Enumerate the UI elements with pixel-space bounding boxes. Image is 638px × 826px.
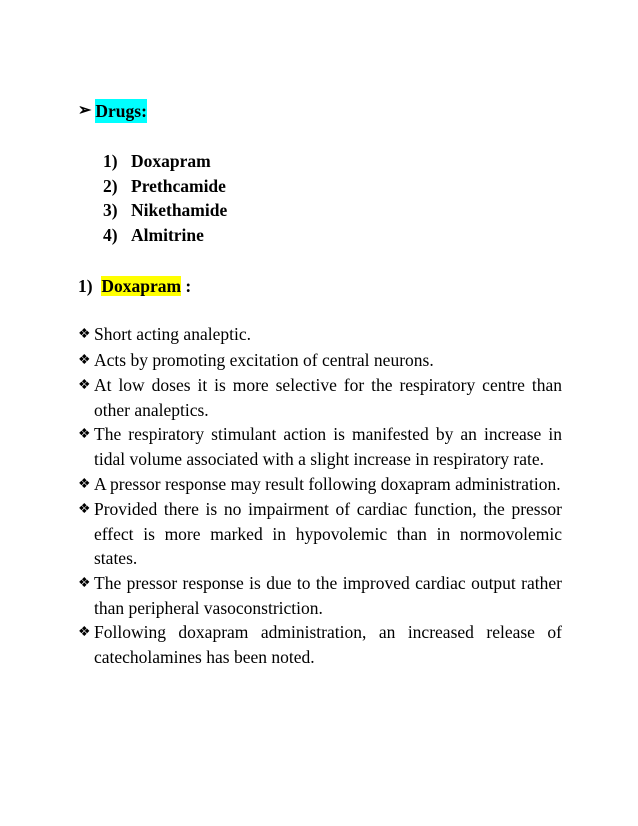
section-title: Doxapram [101, 276, 182, 296]
drugs-heading [78, 99, 147, 123]
list-item: ❖ The respiratory stimulant action is manifested by an increase in tidal volume associated with a slight increase in respiratory rate. [78, 422, 562, 471]
four-diamond-icon: ❖ [78, 625, 91, 641]
section-heading [78, 274, 191, 298]
list-item: ❖ A pressor response may result following doxapram administration. [78, 472, 562, 498]
bullet-list [78, 322, 562, 669]
drugs-heading-label: Drugs: [95, 101, 147, 121]
list-item: 1) Doxapram [103, 149, 227, 174]
list-item: 3) Nikethamide [103, 198, 227, 223]
drug-name: Nikethamide [131, 200, 228, 221]
list-item: ❖ Acts by promoting excitation of central neurons. [78, 348, 562, 374]
four-diamond-icon: ❖ [78, 502, 91, 518]
drug-name: Prethcamide [131, 175, 226, 196]
drug-name: Doxapram [131, 151, 211, 171]
four-diamond-icon: ❖ [78, 476, 91, 492]
four-diamond-icon: ❖ [78, 575, 91, 591]
four-diamond-icon: ❖ [78, 378, 91, 394]
section-number: 1) [78, 276, 93, 296]
list-item: ❖ Provided there is no impairment of cardiac function, the pressor effect is more marked in hypovolemic than in normovolemic states. [78, 497, 562, 571]
drug-name: Almitrine [131, 224, 204, 245]
section-suffix: : [181, 276, 192, 296]
four-diamond-icon: ❖ [78, 327, 91, 342]
list-item: ❖ Short acting analeptic. [78, 322, 562, 348]
list-item: 2) Prethcamide [103, 174, 227, 199]
four-diamond-icon: ❖ [78, 352, 91, 368]
list-item: ❖ At low doses it is more selective for the respiratory centre than other analeptics. [78, 373, 562, 422]
four-diamond-icon: ❖ [78, 427, 91, 443]
list-item: ❖ Following doxapram administration, an increased release of catecholamines has been noted. [78, 620, 562, 669]
arrowhead-icon: ➢ [78, 102, 92, 119]
drug-list [103, 149, 227, 247]
list-item: ❖ The pressor response is due to the improved cardiac output rather than peripheral vasoconstriction. [78, 571, 562, 620]
list-item: 4) Almitrine [103, 223, 227, 248]
